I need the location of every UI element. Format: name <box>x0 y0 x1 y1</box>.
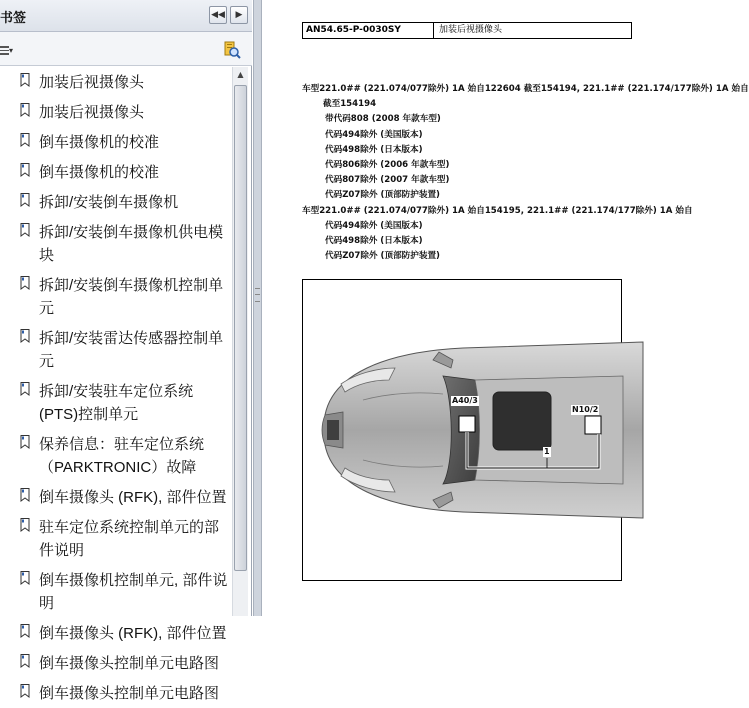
bookmark-item[interactable] <box>0 127 232 157</box>
bookmark-label: 倒车摄像头 (RFK), 部件位置 <box>39 489 227 506</box>
bookmark-item[interactable] <box>0 482 232 512</box>
bookmark-label: 倒车摄像头 (RFK), 部件位置 <box>39 625 227 642</box>
bookmark-icon <box>20 518 30 532</box>
bookmark-label: 倒车摄像头控制单元电路图 <box>39 685 220 702</box>
document-text-line: 代码494除外 (美国版本) <box>325 129 423 140</box>
chevron-down-icon: ▾ <box>9 46 14 55</box>
document-text-line: 截至154194 <box>323 99 377 110</box>
bookmark-icon <box>20 329 30 343</box>
bookmark-icon <box>20 276 30 290</box>
bookmarks-header <box>0 0 252 32</box>
bookmark-label: 保养信息：驻车定位系统（PARKTRONIC）故障 <box>39 436 205 476</box>
panel-splitter[interactable] <box>253 0 262 616</box>
bookmarks-toolbar <box>0 32 252 66</box>
options-list-icon <box>0 46 9 55</box>
bookmark-icon <box>20 571 30 585</box>
find-bookmark-button[interactable] <box>222 40 242 60</box>
bookmark-item[interactable] <box>0 429 232 482</box>
bookmark-item[interactable] <box>0 187 232 217</box>
expand-panel-button[interactable]: ▶ <box>230 6 248 24</box>
bookmark-label: 驻车定位系统控制单元的部件说明 <box>39 519 220 559</box>
bookmark-label: 倒车摄像头控制单元电路图 <box>39 655 220 672</box>
document-text-line: 车型221.0## (221.074/077除外) 1A 始自122604 截至154194, 221.1## (221.174/177除外) 1A 始自 <box>302 84 749 94</box>
document-text-line: 带代码808 (2008 年款车型) <box>325 114 441 125</box>
car-top-view-illustration <box>303 280 623 582</box>
bookmark-label: 倒车摄像机的校准 <box>39 134 160 151</box>
document-text-line: 代码807除外 (2007 年款车型) <box>325 175 450 186</box>
bookmark-item[interactable] <box>0 270 232 323</box>
bookmark-label: 拆卸/安装倒车摄像机供电模块 <box>39 224 224 264</box>
bookmark-icon <box>20 684 30 698</box>
splitter-grip-icon <box>255 288 260 302</box>
bookmark-label: 拆卸/安装雷达传感器控制单元 <box>39 330 224 370</box>
bookmark-icon <box>20 223 30 237</box>
bookmark-item[interactable] <box>0 565 232 618</box>
bookmark-item[interactable] <box>0 97 232 127</box>
bookmark-label: 拆卸/安装驻车定位系统(PTS)控制单元 <box>39 383 194 423</box>
bookmark-icon <box>20 624 30 638</box>
document-page <box>262 0 749 616</box>
bookmark-scrollbar[interactable] <box>232 67 248 616</box>
bookmark-icon <box>20 193 30 207</box>
bookmark-icon <box>20 435 30 449</box>
collapse-panel-button[interactable]: ◀◀ <box>209 6 227 24</box>
bookmark-label: 拆卸/安装倒车摄像机 <box>39 194 179 211</box>
document-text-line: 代码Z07除外 (顶部防护装置) <box>325 251 440 262</box>
bookmark-item[interactable] <box>0 157 232 187</box>
bookmark-icon <box>20 654 30 668</box>
document-head-title: 加装后视摄像头 <box>439 25 503 35</box>
callout-n10-2: N10/2 <box>572 405 599 414</box>
bookmark-label: 拆卸/安装倒车摄像机控制单元 <box>39 277 224 317</box>
document-text-line: 代码494除外 (美国版本) <box>325 220 423 231</box>
bookmarks-panel <box>0 0 252 702</box>
bookmark-icon <box>20 382 30 396</box>
bookmark-icon <box>20 103 30 117</box>
callout-a40-3: A40/3 <box>452 396 478 405</box>
document-text-line: 代码Z07除外 (顶部防护装置) <box>325 190 440 201</box>
document-header-table <box>302 22 632 39</box>
bookmark-label: 加装后视摄像头 <box>39 104 145 121</box>
document-body-text <box>302 82 749 264</box>
bookmark-label: 加装后视摄像头 <box>39 74 145 91</box>
find-bookmark-icon <box>222 40 242 60</box>
bookmarks-title: 书签 <box>0 11 27 26</box>
vehicle-component-figure <box>302 279 622 581</box>
scroll-up-arrow-icon[interactable]: ▲ <box>237 70 244 79</box>
bookmark-item[interactable] <box>0 376 232 429</box>
bookmark-icon <box>20 133 30 147</box>
bookmark-label: 倒车摄像机的校准 <box>39 164 160 181</box>
bookmark-list <box>0 67 232 702</box>
bookmark-label: 倒车摄像机控制单元, 部件说明 <box>39 572 228 612</box>
document-code: AN54.65-P-0030SY <box>303 23 434 38</box>
bookmark-icon <box>20 73 30 87</box>
bookmark-item[interactable] <box>0 323 232 376</box>
bookmark-item[interactable] <box>0 217 232 270</box>
scroll-thumb[interactable] <box>234 85 247 571</box>
document-text-line: 代码498除外 (日本版本) <box>325 144 423 155</box>
bookmark-icon <box>20 488 30 502</box>
bookmark-options-button[interactable] <box>0 43 22 57</box>
document-text-line: 代码806除外 (2006 年款车型) <box>325 160 450 171</box>
document-text-line: 代码498除外 (日本版本) <box>325 236 423 247</box>
bookmark-item[interactable] <box>0 678 232 708</box>
bookmark-icon <box>20 163 30 177</box>
bookmark-item[interactable] <box>0 67 232 97</box>
bookmark-item[interactable] <box>0 512 232 565</box>
bookmark-item[interactable] <box>0 618 232 648</box>
callout-1: 1 <box>544 447 550 456</box>
bookmark-item[interactable] <box>0 648 232 678</box>
document-text-line: 车型221.0## (221.074/077除外) 1A 始自154195, 221.1## (221.174/177除外) 1A 始自 <box>302 205 693 216</box>
